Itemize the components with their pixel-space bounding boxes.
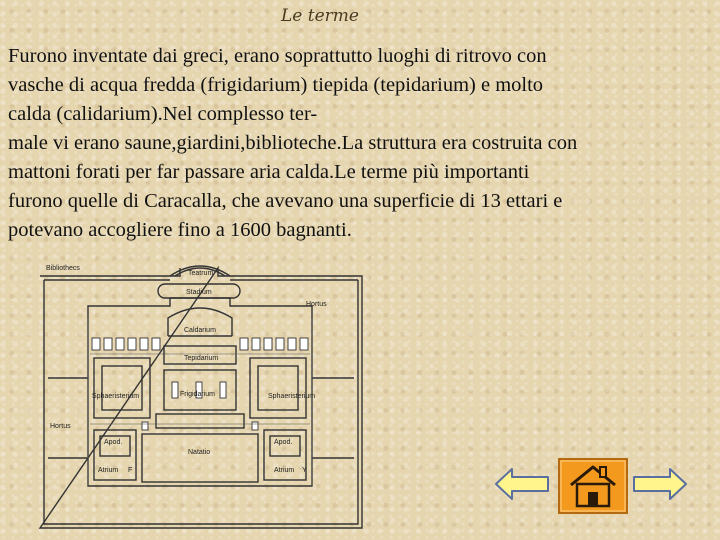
label-sphaeristerium-left: Sphaeristerium <box>92 393 140 400</box>
label-sub-left: F <box>128 467 133 474</box>
label-hortus-left: Hortus <box>50 423 71 430</box>
paragraph-line: vasche di acqua fredda (frigidarium) tiepida (tepidarium) e molto <box>8 74 544 96</box>
home-icon <box>557 457 629 515</box>
label-theatrum: Teatrum <box>188 270 214 277</box>
paragraph-line: furono quelle di Caracalla, che avevano una superficie di 13 ettari e <box>8 190 563 212</box>
paragraph-line: male vi erano saune,giardini,biblioteche.La struttura era costruita con <box>8 132 578 154</box>
label-caldarium: Caldarium <box>184 327 216 334</box>
label-atrium-left: Atrium <box>98 467 119 474</box>
baths-floor-plan <box>30 258 370 536</box>
paragraph-line: Furono inventate dai greci, erano soprattutto luoghi di ritrovo con <box>8 45 547 67</box>
label-apod-right: Apod. <box>274 439 293 446</box>
label-tepidarium: Tepidarium <box>184 355 219 362</box>
label-bibliotheca: Bibliothecs <box>46 265 80 272</box>
paragraph-line: calda (calidarium).Nel complesso ter- <box>8 103 318 125</box>
label-apod-left: Apod. <box>104 439 123 446</box>
label-frigidarium: Frigidarium <box>180 391 216 398</box>
label-sphaeristerium-right: Sphaeristerium <box>268 393 316 400</box>
next-button[interactable] <box>632 466 688 502</box>
back-button[interactable] <box>494 466 550 502</box>
arrow-right-icon <box>632 466 688 502</box>
slide-title: Le terme <box>281 6 359 26</box>
arrow-left-icon <box>494 466 550 502</box>
paragraph-line: mattoni forati per far passare aria calda.Le terme più importanti <box>8 161 530 183</box>
paragraph-line: potevano accogliere fino a 1600 bagnanti. <box>8 219 352 241</box>
body-paragraph <box>8 42 708 245</box>
label-hortus-right: Hortus <box>306 301 327 308</box>
label-natatio: Natatio <box>188 449 211 456</box>
home-button[interactable] <box>557 457 629 515</box>
floor-plan-drawing <box>30 258 370 536</box>
label-sub-right: Y <box>302 467 307 474</box>
label-atrium-right: Atrium <box>274 467 295 474</box>
label-stadium: Stadium <box>186 289 212 296</box>
